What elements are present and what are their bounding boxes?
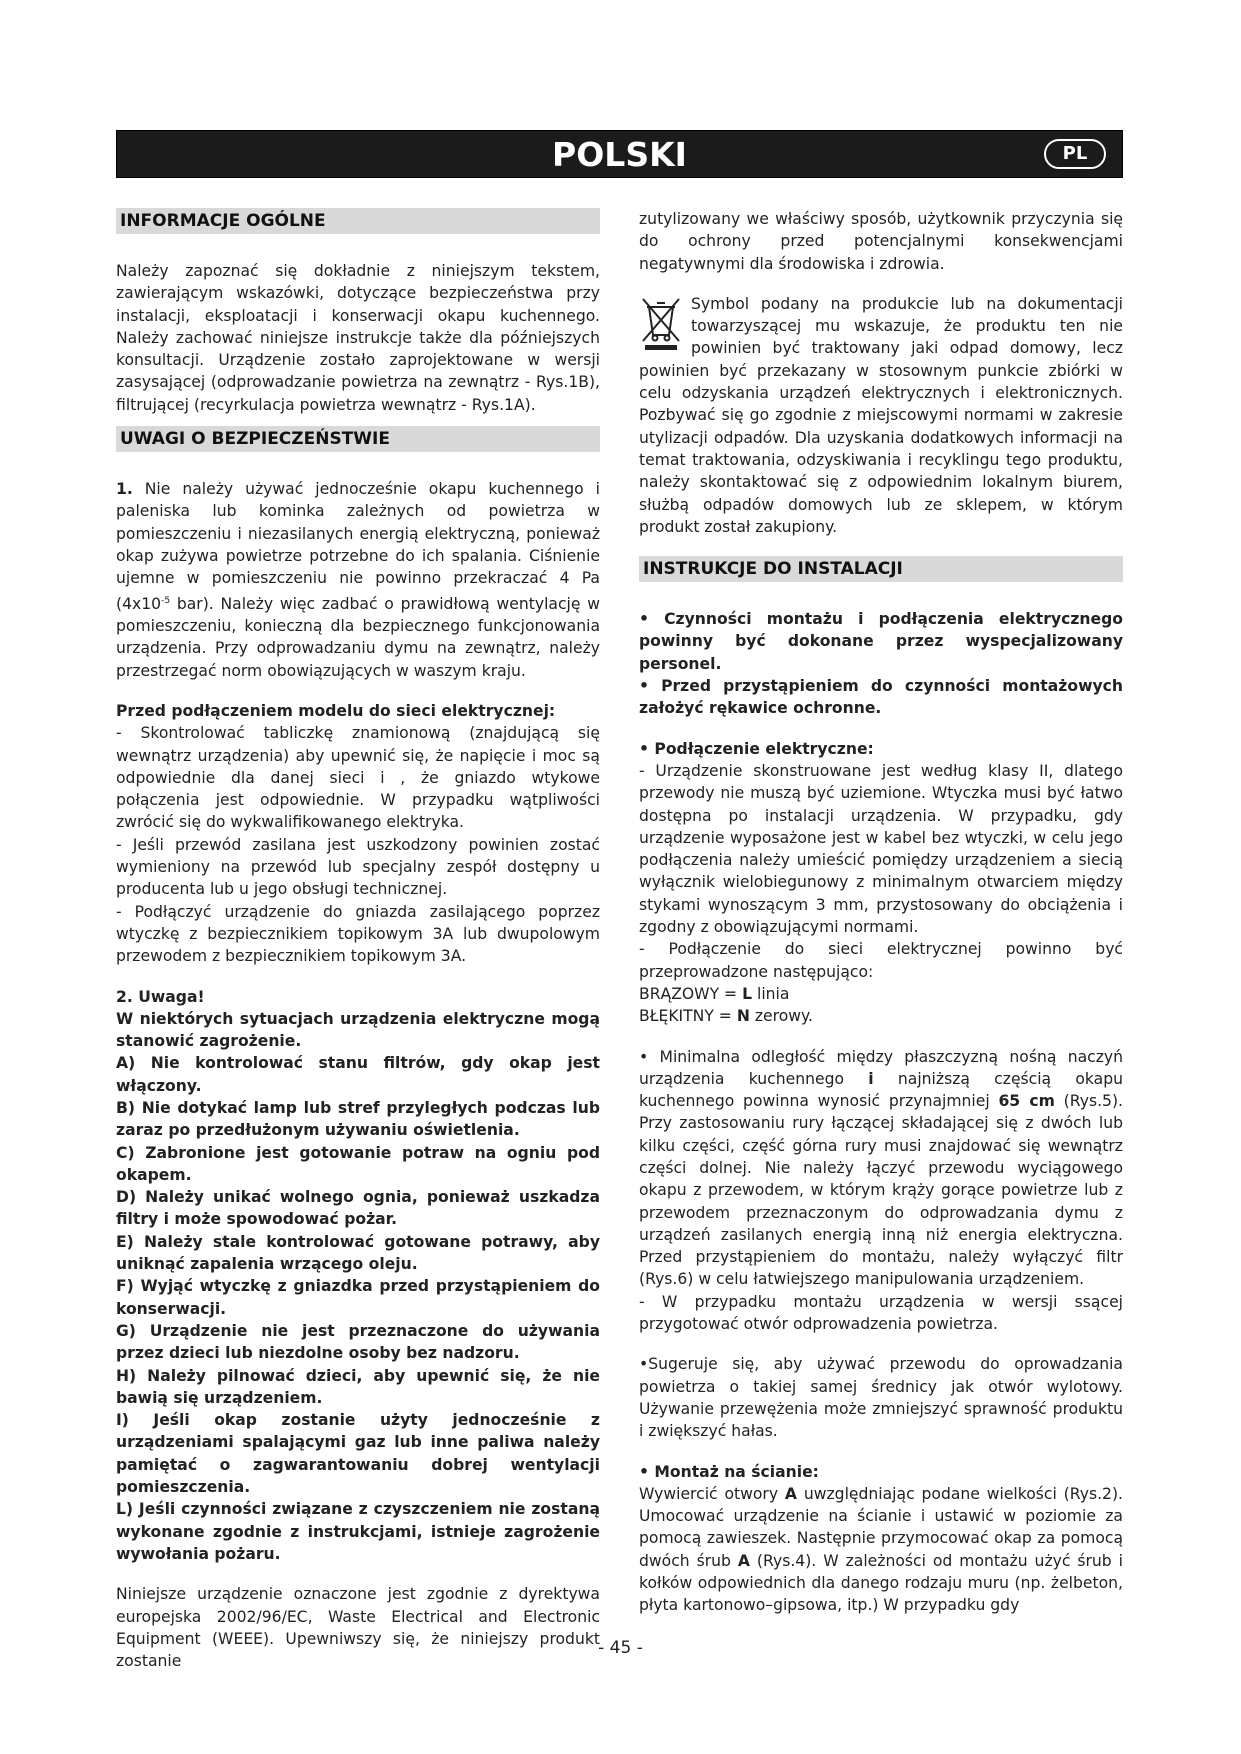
- weee-symbol-text: Symbol podany na produkcie lub na dokumentacji towarzyszącej mu wskazuje, że produktu ten nie powinien być traktowany jaki odpad domowy, lecz powinien być przekazany w stosownym punkcie zbiórki w celu odzyskania urządzeń elektrycznych i elektronicznych. Pozbywać się go zgodnie z miejscowymi normami w zakresie utylizacji odpadów. Dla uzyskania dodatkowych informacji na temat traktowania, odzyskiwania i recyklingu tego produktu, należy skontaktować się z odpowiednim lokalnym biurem, służbą odpadów domowych lub ze sklepem, w którym produkt został zakupiony.: [639, 294, 1123, 536]
- general-info-text: Należy zapoznać się dokładnie z niniejszym tekstem, zawierającym wskazówki, dotyczące bezpieczeństwa przy instalacji, eksploatacji i konserwacji okapu kuchennego. Należy zachować niniejsze instrukcje także dla późniejszych konsultacji. Urządzenie zostało zaprojektowane w wersji zasysającej (odprowadzanie powietrza na zewnątrz - Rys.1B), filtrującej (recyrkulacja powietrza wewnątrz - Rys.1A).: [116, 262, 600, 414]
- crossed-bin-icon: [639, 295, 683, 351]
- language-banner: [116, 130, 1123, 178]
- wire-brown: BRĄZOWY = L linia: [639, 984, 790, 1003]
- language-badge: PL: [1044, 139, 1106, 169]
- warning-c: C) Zabronione jest gotowanie potraw na ogniu pod okapem.: [116, 1143, 600, 1184]
- electrical-connection-title: • Podłączenie elektryczne:: [639, 739, 874, 758]
- right-column: [639, 208, 1123, 1617]
- weee-directive-text: Niniejsze urządzenie oznaczone jest zgodnie z dyrektywa europejska 2002/96/EC, Waste Electrical and Electronic Equipment (WEEE). Upewniwszy się, że niniejszy produkt zostanie: [116, 1585, 600, 1671]
- safety-point-1-text: Nie należy używać jednocześnie okapu kuchennego i paleniska lub kominka zależnych od powietrza w pomieszczeniu i niezasilanych energią elektryczną, ponieważ okap zużywa powietrze potrzebne do ich spalania. Ciśnienie ujemne w pomieszczeniu nie powinno przekraczać 4 Pa (4x10: [116, 480, 600, 613]
- warning-i: I) Jeśli okap zostanie użyty jednocześnie z urządzeniami spalającymi gaz lub inne paliwa należy pamiętać o zagwarantowaniu dobrej wentylacji pomieszczenia.: [116, 1411, 600, 1497]
- weee-symbol-paragraph: [639, 293, 1123, 538]
- before-connecting-title: Przed podłączeniem modelu do sieci elektrycznej:: [116, 701, 556, 720]
- page-number: - 45 -: [598, 1638, 643, 1658]
- left-column: [116, 208, 600, 1672]
- safety-point-1-end: bar). Należy więc zadbać o prawidłową wentylację w pomieszczeniu, konieczną dla bezpiecznego funkcjonowania urządzenia. Przy odprowadzaniu dymu na zewnątrz, należy przestrzegać norm obowiązujących w waszym kraju.: [116, 594, 600, 680]
- warning-e: E) Należy stale kontrolować gotowane potrawy, aby uniknąć zapalenia wrzącego oleju.: [116, 1232, 600, 1274]
- safety-point-1: [116, 478, 600, 682]
- warning-h: H) Należy pilnować dzieci, aby upewnić się, że nie bawią się urządzeniem.: [116, 1366, 600, 1407]
- before-connecting-c: - Podłączyć urządzenie do gniazda zasilającego poprzez wtyczkę z bezpiecznikiem topikowym 3A lub dwupolowym przewodem z bezpiecznikiem topikowym 3A.: [116, 902, 600, 966]
- installation-bullet-1: • Czynności montażu i podłączenia elektrycznego powinny być dokonane przez wyspecjalizowany personel.: [639, 610, 1123, 673]
- minimum-distance-text: • Minimalna odległość między płaszczyzną nośną naczyń urządzenia kuchennego i najniższą częścią okapu kuchennego powinna wynosić przynajmniej 65 cm (Rys.5). Przy zastosowaniu rury łączącej składającej się z dwóch lub kilku części, część górna rury musi znajdować się wewnątrz części dolnej. Nie należy łączyć przewodu wyciągowego okapu z przewodem, w którym krąży gorące powietrze lub z przewodem przeznaczonym do odprowadzania dymu z urządzeń zasilanych energią inną niż energia elektryczna. Przed przystąpieniem do montażu, należy wyłączyć filtr (Rys.6) w celu łatwiejszego manipulowania urządzeniem.: [639, 1047, 1124, 1289]
- warning-f: F) Wyjąć wtyczkę z gniazdka przed przystąpieniem do konserwacji.: [116, 1277, 600, 1318]
- warning-a: A) Nie kontrolować stanu filtrów, gdy okap jest włączony.: [116, 1054, 600, 1095]
- warning-title: 2. Uwaga!: [116, 987, 205, 1006]
- warning-intro: W niektórych sytuacjach urządzenia elektryczne mogą stanowić zagrożenie.: [116, 1009, 600, 1051]
- language-title: POLSKI: [552, 135, 687, 174]
- before-connecting-a: - Skontrolować tabliczkę znamionową (znajdującą się wewnątrz urządzenia) aby upewnić się, że napięcie i moc są odpowiednie dla danej sieci i , że gniazdo wtykowe połączenia jest odpowiednie. W przypadku wątpliwości zwrócić się do wykwalifikowanego elektryka.: [116, 724, 600, 832]
- heading-safety: UWAGI O BEZPIECZEŃSTWIE: [116, 426, 600, 452]
- wire-blue: BŁĘKITNY = N zerowy.: [639, 1007, 813, 1026]
- duct-suggestion-text: •Sugeruje się, aby używać przewodu do oprowadzania powietrza o takiej samej średnicy jak otwór wylotowy. Używanie przewężenia może zmniejszyć sprawność produktu i zwiększyć hałas.: [639, 1355, 1123, 1441]
- installation-bullet-2: • Przed przystąpieniem do czynności montażowych założyć rękawice ochronne.: [639, 677, 1123, 718]
- exponent: -5: [161, 595, 171, 606]
- disposal-text: zutylizowany we właściwy sposób, użytkownik przyczynia się do ochrony przed potencjalnymi konsekwencjami negatywnymi dla środowiska i zdrowia.: [639, 210, 1123, 273]
- electrical-connection-b: - Podłączenie do sieci elektrycznej powinno być przeprowadzone następująco:: [639, 940, 1123, 981]
- warning-d: D) Należy unikać wolnego ognia, ponieważ uszkadza filtry i może spowodować pożar.: [116, 1188, 600, 1229]
- electrical-connection-a: - Urządzenie skonstruowane jest według klasy II, dlatego przewody nie muszą być uziemione. Wtyczka musi być łatwo dostępna po instalacji urządzenia. W przypadku, gdy urządzenie wyposażone jest w kabel bez wtyczki, w celu jego podłączenia należy umieścić pomiędzy urządzeniem a siecią wyłącznik wielobiegunowy z minimalnym otwarciem między stykami wynoszącym 3 mm, przystosowany do obciążenia i zgodny z obowiązującymi normami.: [639, 761, 1123, 937]
- wall-mount-text: Wywiercić otwory A uwzględniając podane wielkości (Rys.2). Umocować urządzenie na ścianie i ustawić w poziomie za pomocą zawieszek. Następnie przymocować okap za pomocą dwóch śrub A (Rys.4). W zależności od montażu użyć śrub i kołków odpowiednich dla danego rodzaju muru (np. żelbeton, płyta kartonowo–gipsowa, itp.) W przypadku gdy: [639, 1484, 1123, 1615]
- safety-point-number: 1.: [116, 480, 133, 499]
- before-connecting-b: - Jeśli przewód zasilana jest uszkodzony powinien zostać wymieniony na przewód lub specjalny zespół dostępny u producenta lub u jego obsługi technicznej.: [116, 835, 600, 899]
- warning-l: L) Jeśli czynności związane z czyszczeniem nie zostaną wykonane zgodnie z instrukcjami, istnieje zagrożenie wywołania pożaru.: [116, 1500, 600, 1563]
- suction-version-text: - W przypadku montażu urządzenia w wersji ssącej przygotować otwór odprowadzenia powietrza.: [639, 1292, 1123, 1334]
- warning-b: B) Nie dotykać lamp lub stref przyległych podczas lub zaraz po przedłużonym używaniu oświetlenia.: [116, 1098, 600, 1140]
- wall-mount-title: • Montaż na ścianie:: [639, 1462, 819, 1481]
- warning-g: G) Urządzenie nie jest przeznaczone do używania przez dzieci lub niezdolne osoby bez nadzoru.: [116, 1321, 600, 1363]
- heading-installation: INSTRUKCJE DO INSTALACJI: [639, 556, 1123, 582]
- heading-general-info: INFORMACJE OGÓLNE: [116, 208, 600, 234]
